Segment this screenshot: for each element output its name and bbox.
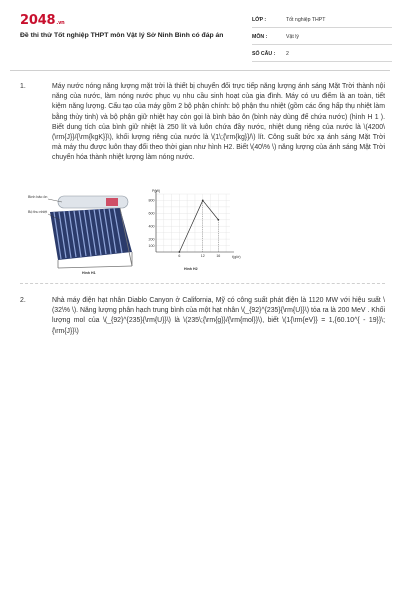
x-tick-label: 12 xyxy=(200,254,205,258)
meta-row-count xyxy=(252,48,392,62)
question-number: 1. xyxy=(20,83,26,90)
meta-key: LỚP : xyxy=(252,17,267,23)
chart-ticks xyxy=(149,199,221,258)
x-tick-label: 6 xyxy=(178,254,181,258)
x-axis-label: t(giờ) xyxy=(232,255,241,259)
meta-key: SỐ CÂU : xyxy=(252,51,276,57)
data-point xyxy=(202,200,204,202)
x-tick-label: 16 xyxy=(216,254,221,258)
chart-grid xyxy=(156,194,230,252)
meta-value: Vật lý xyxy=(286,34,299,40)
meta-value: 2 xyxy=(286,51,289,57)
meta-row-class xyxy=(252,14,392,28)
figure-solar-heater xyxy=(28,190,140,274)
header-divider xyxy=(10,70,390,71)
y-tick-label: 200 xyxy=(148,237,155,242)
y-tick-label: 400 xyxy=(148,224,155,229)
document-meta xyxy=(252,14,392,65)
question-text: Nhà máy điện hạt nhân Diablo Canyon ở California, Mỹ có công suất phát điện là 1120 MW với hiệu suất \(32\% \). Năng lượng phân hạch trung bình của một hạt nhân \(_{92}^{235}{\rm{U}}\) tỏa ra là 200 MeV . Khối lượng mol của \(_{92}^{235}{\rm{U}}\) là \(235\;{\rm{g}}/{\rm{mol}}\), biết \(1{\rm{eV}} = 1,{60.10^{ - 19}}\;{\rm{J}}\) xyxy=(52,297,385,335)
collector-tubes xyxy=(50,208,132,260)
data-point xyxy=(178,251,180,253)
question-item xyxy=(20,82,385,164)
data-point xyxy=(217,219,219,221)
figure-caption: Hình H1 xyxy=(82,271,96,274)
logo-suffix: .vn xyxy=(56,20,65,26)
question-number: 2. xyxy=(20,297,26,304)
y-tick-label: 800 xyxy=(148,198,155,203)
power-chart xyxy=(146,186,246,272)
site-logo[interactable] xyxy=(20,13,65,28)
question-divider xyxy=(20,283,385,284)
meta-key: MÔN : xyxy=(252,34,268,40)
logo-text: 2048 xyxy=(20,13,56,28)
label-collector: Bộ thu nhiệt xyxy=(28,210,48,214)
y-tick-label: 600 xyxy=(148,211,155,216)
figure-caption: Hình H2 xyxy=(184,267,198,271)
figure-power-chart xyxy=(146,186,246,272)
meta-value: Tốt nghiệp THPT xyxy=(286,17,326,23)
y-tick-label: 100 xyxy=(148,243,155,248)
document-title: Đề thi thử Tốt nghiệp THPT môn Vật lý Sở Ninh Bình có đáp án xyxy=(20,32,224,39)
tank-badge xyxy=(106,198,118,206)
question-text: Máy nước nóng năng lượng mặt trời là thiết bị chuyển đổi trực tiếp năng lượng ánh sáng Mặt Trời thành nội năng của nước, làm nóng nước phục vụ nhu cầu sinh hoạt của gia đình. Máy có ưu điểm là an toàn, tiết kiệm năng lượng. Cấu tạo của máy gồm 2 bộ phận chính: bộ phận thu nhiệt (gồm các ống hấp thụ nhiệt làm bằng thủy tinh) và bộ phận giữ nhiệt hay còn gọi là bình bảo ôn (bình này dùng để chứa nước) (hình H 1 ). Biết dung tích của bình giữ nhiệt là 250 lít và luôn chứa đầy nước, nhiệt dung riêng của nước là \(4200\(\rm{J}}/{\rm{kgK}}\), khối lượng riêng của nước là \(1\;{\rm{kg}}/\) lít. Công suất bức xạ ánh sáng Mặt Trời mà máy thu được luôn thay đổi theo thời gian như hình H2. Biết \(40\% \) năng lượng của ánh sáng Mặt Trời chuyển hóa thành nhiệt lượng làm nóng nước. xyxy=(52,83,385,162)
meta-row-subject xyxy=(252,31,392,45)
y-axis-label: P(W) xyxy=(152,189,161,193)
solar-heater-illustration xyxy=(28,190,140,274)
question-item xyxy=(20,296,385,337)
label-tank: Bình bảo ôn xyxy=(28,195,48,199)
